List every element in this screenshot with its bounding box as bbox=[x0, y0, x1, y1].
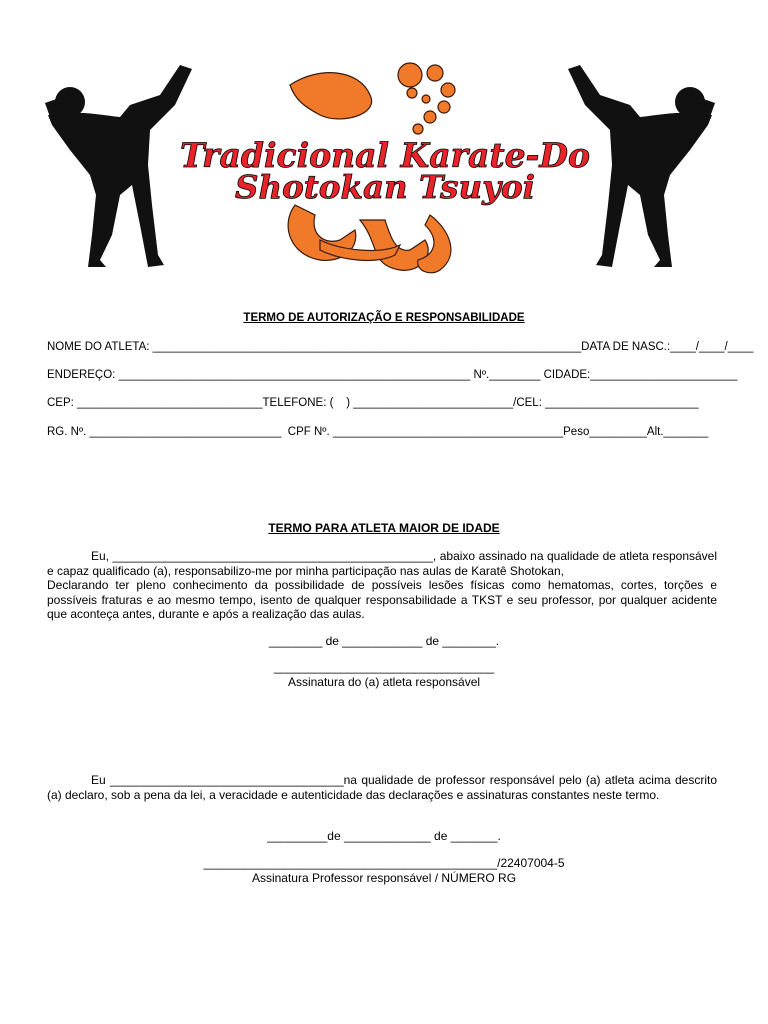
adult-declaration-paragraph bbox=[47, 549, 717, 622]
adult-declaration-line2: Declarando ter pleno conhecimento da possibilidade de possíveis lesões físicas como hematomas, cortes, torções e possíveis fraturas e ao mesmo tempo, isento de qualquer responsabilidade a TKST e seu professor, por qualquer acidente que aconteça antes, durante e após a realização das aulas. bbox=[47, 578, 717, 621]
adult-signature-line: _________________________________ bbox=[273, 660, 495, 674]
rg-cpf-field-line: RG. Nº. ______________________________ CPF Nº. ____________________________________Peso_________Alt._______ bbox=[47, 426, 709, 438]
adult-signature-label: Assinatura do (a) atleta responsável bbox=[287, 675, 481, 689]
header-logo bbox=[40, 55, 720, 280]
adult-date-line: ________ de ____________ de ________. bbox=[268, 634, 500, 648]
professor-declaration-text: Eu ___________________________________na qualidade de professor responsável pelo (a) atleta acima descrito (a) declaro, sob a pena da lei, a veracidade e autenticidade das declarações e assinaturas constantes neste termo. bbox=[47, 773, 717, 802]
professor-declaration-paragraph bbox=[47, 773, 717, 802]
professor-signature-line: ____________________________________________/22407004-5 bbox=[203, 856, 565, 870]
adult-section-title: TERMO PARA ATLETA MAIOR DE IDADE bbox=[268, 521, 500, 535]
professor-date-line: _________de _____________ de _______. bbox=[267, 829, 501, 843]
right-karateka-silhouette bbox=[568, 65, 715, 267]
cep-phone-field-line: CEP: _____________________________TELEFONE: ( ) _________________________/CEL: ________________________ bbox=[47, 397, 699, 409]
logo-text-line1: Tradicional Karate-Do bbox=[180, 136, 590, 176]
athlete-name-field-line: NOME DO ATLETA: ___________________________________________________________________DATA DE NASC.:____/____/____ bbox=[47, 341, 754, 353]
adult-declaration-line1: Eu, ________________________________________________, abaixo assinado na qualidade de atleta responsável e capaz qualificado (a), responsabilizo-me por minha participação nas aulas de Karatê Shotokan, bbox=[47, 549, 717, 578]
address-field-line: ENDEREÇO: _______________________________________________________ Nº.________ CIDADE:_______________________ bbox=[47, 369, 738, 381]
professor-signature-label: Assinatura Professor responsável / NÚMERO RG bbox=[251, 871, 517, 885]
document-title: TERMO DE AUTORIZAÇÃO E RESPONSABILIDADE bbox=[243, 312, 525, 324]
left-karateka-silhouette bbox=[45, 65, 192, 267]
logo-text-line2: Shotokan Tsuyoi bbox=[235, 168, 535, 206]
